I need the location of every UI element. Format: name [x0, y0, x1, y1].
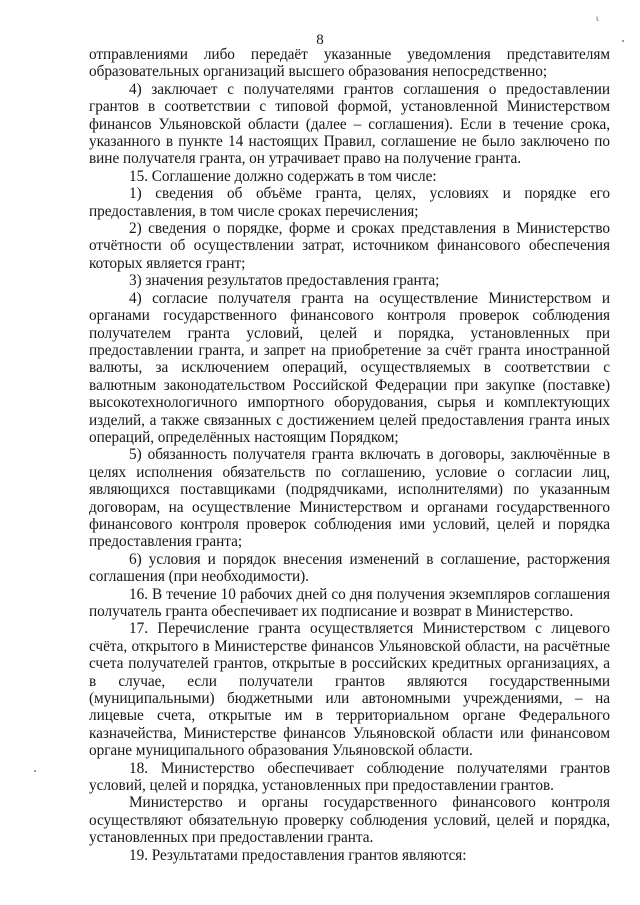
paragraph-15-item-3: 3) значения результатов предоставления гранта; [129, 272, 440, 290]
paragraph-15-item-6: 6) условия и порядок внесения изменений в соглашение, расторжения соглашения (при необходимости). [89, 550, 610, 586]
document-body [89, 46, 610, 864]
paragraph-18: 18. Министерство обеспечивает соблюдение получателями грантов условий, целей и порядка, установленных при предоставлении грантов. [89, 759, 610, 795]
paragraph-17: 17. Перечисление гранта осуществляется Министерством с лицевого счёта, открытого в Министерстве финансов Ульяновской области, на расчётные счета получателей грантов, открытые в российских кредитных организациях, а в случае, если получатели грантов являются государственными (муниципальными) бюджетными или автономными учреждениями, – на лицевые счета, открытые им в территориальном органе Федерального казначейства, Министерстве финансов Ульяновской области или финансовом органе муниципального образования Ульяновской области. [89, 620, 610, 760]
scan-artifact-dot [34, 770, 36, 772]
paragraph-18-control: Министерство и органы государственного финансового контроля осуществляют обязательную проверку соблюдения условий, целей и порядка, установленных при предоставлении гранта. [89, 794, 610, 847]
paragraph-15: 15. Соглашение должно содержать в том числе: [129, 167, 437, 185]
paragraph-19: 19. Результатами предоставления грантов являются: [129, 846, 467, 864]
paragraph-15-item-4: 4) согласие получателя гранта на осуществление Министерством и органами государственного финансового контроля проверок соблюдения получателем гранта условий, целей и порядка, установленных при предоставлении гранта, и запрет на приобретение за счёт гранта иностранной валюты, за исключением операций, осуществляемых в соответствии с валютным законодательством Российской Федерации при закупке (поставке) высокотехнологичного импортного оборудования, сырья и комплектующих изделий, а также связанных с достижением целей предоставления гранта иных операций, определённых настоящим Порядком; [89, 289, 610, 446]
scan-artifact-mark: ι [596, 14, 599, 23]
paragraph-15-item-5: 5) обязанность получателя гранта включать в договоры, заключённые в целях исполнения обязательств по соглашению, условие о согласии лиц, являющихся поставщиками (подрядчиками, исполнителями) по указанным договорам, на осуществление Министерством и органами государственного финансового контроля проверок соблюдения ими условий, целей и порядка предоставления гранта; [89, 446, 610, 551]
paragraph-16: 16. В течение 10 рабочих дней со дня получения экземпляров соглашения получатель гранта обеспечивает их подписание и возврат в Министерство. [89, 585, 610, 620]
paragraph-continuation: отправлениями либо передаёт указанные уведомления представителям образовательных организаций высшего образования непосредственно; [89, 46, 610, 81]
page-number: 8 [316, 32, 324, 48]
paragraph-15-item-2: 2) сведения о порядке, форме и сроках представления в Министерство отчётности об осуществлении затрат, источником финансового обеспечения которых является грант; [89, 220, 610, 272]
paragraph-item-4: 4) заключает с получателями грантов соглашения о предоставлении грантов в соответствии с типовой формой, установленной Министерством финансов Ульяновской области (далее – соглашения). Если в течение срока, указанного в пункте 14 настоящих Правил, соглашение не было заключено по вине получателя гранта, он утрачивает право на получение гранта. [89, 80, 610, 168]
paragraph-15-item-1: 1) сведения об объёме гранта, целях, условиях и порядке его предоставления, в том числе сроках перечисления; [89, 185, 610, 220]
